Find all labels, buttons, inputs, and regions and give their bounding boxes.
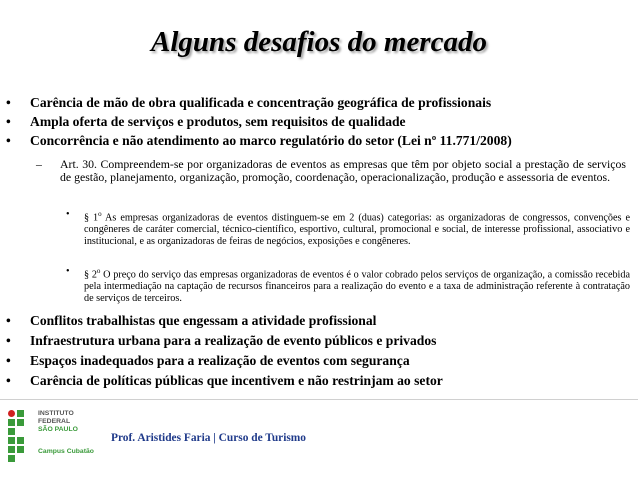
bullet-text: Infraestrutura urbana para a realização de evento públicos e privados <box>30 333 437 348</box>
bullet-icon: • <box>6 95 11 110</box>
slide-title: Alguns desafios do mercado <box>151 26 487 58</box>
logo-text <box>38 410 96 456</box>
paragraph-superscript: o <box>98 210 102 218</box>
sub-bullet-item <box>36 158 626 184</box>
paragraph-superscript: o <box>96 267 101 275</box>
logo-line-2: SÃO PAULO <box>38 426 78 433</box>
bullet-text: Carência de mão de obra qualificada e concentração geográfica de profissionais <box>30 95 492 110</box>
sub-bullet-text: Art. 30. Compreendem-se por organizadoras de eventos as empresas que têm por objeto social a prestação de serviços de gestão, planejamento, organização, promoção, coordenação, operacionalização, produção e assessoria de eventos. <box>60 157 626 184</box>
logo-grid-icon <box>8 410 34 466</box>
paragraph-body: O preço do serviço das empresas organizadoras de eventos é o valor cobrado pelos serviços de organização, a comissão recebida pela intermediação na captação de recursos financeiros para a realização do evento e a taxa de administração referente à contratação de serviços de terceiros. <box>84 269 631 304</box>
bullet-icon: • <box>6 353 11 368</box>
footer-text: Prof. Aristides Faria | Curso de Turismo <box>111 432 306 444</box>
paragraph-prefix: § 1 <box>84 212 99 224</box>
bullet-text: Concorrência e não atendimento ao marco regulatório do setor (Lei nº 11.771/2008) <box>30 133 512 148</box>
bullet-text: Conflitos trabalhistas que engessam a atividade profissional <box>30 313 377 328</box>
logo-line-3: Campus Cubatão <box>38 448 94 455</box>
bullet-icon: • <box>6 133 11 148</box>
bullet-icon: • <box>6 373 11 388</box>
dash-icon: – <box>36 157 42 171</box>
paragraph-body: As empresas organizadoras de eventos distinguem-se em 2 (duas) categorias: as organizadoras de congressos, convenções e congêneres de caráter comercial, técnico-científico, esportivo, cultural, promocional e social, de interesse profissional, associativo e institucional, e as organizadoras de feiras de negócios, exposições e congêneres. <box>84 212 630 247</box>
logo-line-1: INSTITUTO FEDERAL <box>38 410 74 425</box>
institution-logo <box>8 410 96 466</box>
footer-divider <box>0 399 638 400</box>
bullet-text: Ampla oferta de serviços e produtos, sem requisitos de qualidade <box>30 114 406 129</box>
bullet-icon: • <box>66 266 70 277</box>
bullet-icon: • <box>6 313 11 328</box>
bullet-icon: • <box>6 333 11 348</box>
subsub-bullet-text <box>84 209 630 247</box>
subsub-bullet-item <box>66 209 630 247</box>
subsub-bullet-text <box>84 266 630 304</box>
bullet-text: Espaços inadequados para a realização de eventos com segurança <box>30 353 410 368</box>
bullet-text: Carência de políticas públicas que incentivem e não restrinjam ao setor <box>30 373 443 388</box>
subsub-bullet-item <box>66 266 630 304</box>
paragraph-prefix: § 2 <box>84 269 97 281</box>
bullet-icon: • <box>6 114 11 129</box>
bullet-icon: • <box>66 209 70 220</box>
